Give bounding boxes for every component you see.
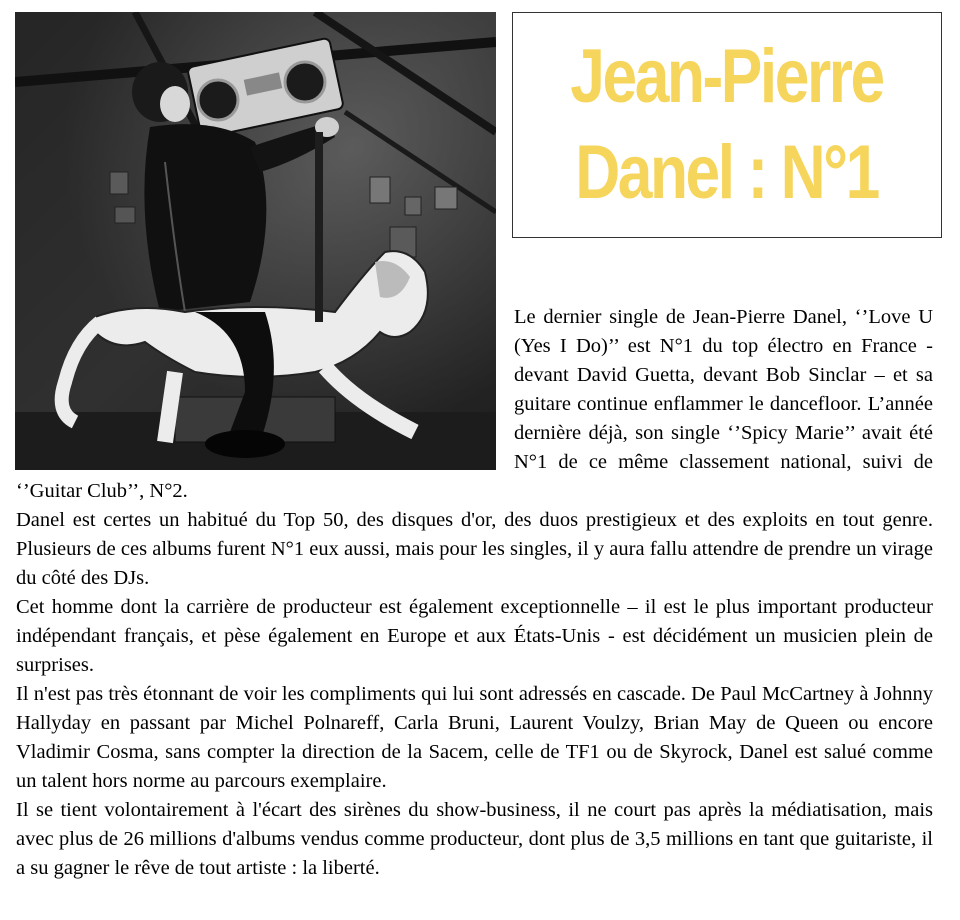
paragraph-3: Cet homme dont la carrière de producteur est également exceptionnelle – il est le plus important producteur indépendant français, et pèse également en Europe et aux États-Unis - est décidément un musicien plein de surprises.	[16, 596, 933, 676]
paragraph-2: Danel est certes un habitué du Top 50, des disques d'or, des duos prestigieux et des exploits en tout genre. Plusieurs de ces albums furent N°1 eux aussi, mais pour les singles, il y aura fallu attendre de prendre un virage du côté des DJs.	[16, 509, 933, 589]
paragraph-1: Le dernier single de Jean-Pierre Danel, ‘’Love U (Yes I Do)’’ est N°1 du top électro en France - devant David Guetta, devant Bob Sinclar – et sa guitare continue enflammer le dancefloor. L’année dernière déjà, son single ‘’Spicy Marie’’ avait été N°1 de ce même classement national, suivi de ‘’Guitar Club’’, N°2.	[16, 306, 933, 502]
article-body	[16, 0, 933, 883]
title-line-1: Jean-Pierre	[570, 34, 884, 119]
title-line-2: Danel : N°1	[575, 130, 879, 215]
paragraph-5: Il se tient volontairement à l'écart des sirènes du show-business, il ne court pas après la médiatisation, mais avec plus de 26 millions d'albums vendus comme producteur, dont plus de 3,5 millions en tant que guitariste, il a su gagner le rêve de tout artiste : la liberté.	[16, 799, 933, 879]
paragraph-4: Il n'est pas très étonnant de voir les compliments qui lui sont adressés en cascade. De Paul McCartney à Johnny Hallyday en passant par Michel Polnareff, Carla Bruni, Laurent Voulzy, Brian May de Queen ou encore Vladimir Cosma, sans compter la direction de la Sacem, celle de TF1 ou de Skyrock, Danel est salué comme un talent hors norme au parcours exemplaire.	[16, 683, 933, 792]
photo-wrap-spacer	[16, 0, 514, 473]
